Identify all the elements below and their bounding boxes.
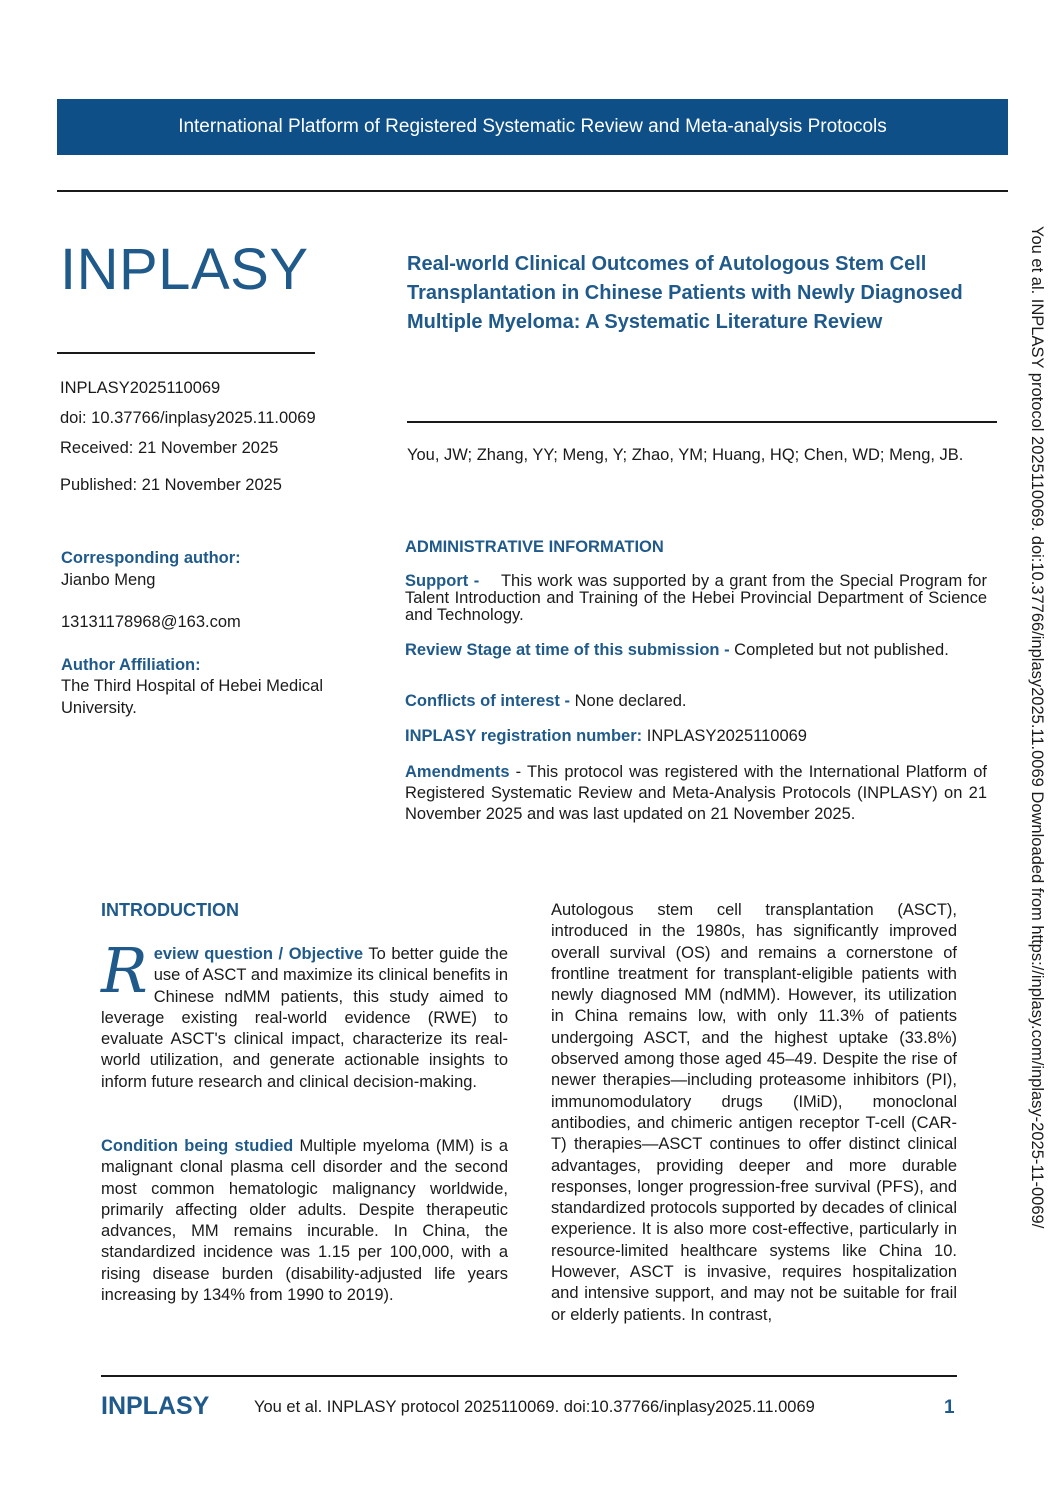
footer-citation: You et al. INPLASY protocol 2025110069. doi:10.37766/inplasy2025.11.0069: [254, 1398, 815, 1416]
doi-text[interactable]: doi: 10.37766/inplasy2025.11.0069: [60, 409, 316, 427]
amendments-label: Amendments: [405, 763, 510, 781]
registration-text: INPLASY2025110069: [646, 727, 807, 745]
received-date: Received: 21 November 2025: [60, 439, 279, 457]
corresponding-author-label: [61, 547, 241, 569]
title-divider: [407, 421, 997, 423]
registration-id: INPLASY2025110069: [60, 379, 221, 397]
asct-paragraph: Autologous stem cell transplantation (ASCT), introduced in the 1980s, has significantly improved overall survival (OS) and remains a cornerstone of frontline treatment for transplant-eligible patients with newly diagnosed MM (ndMM). However, its utilization in China remains low, with only 11.3% of patients undergoing ASCT, and the highest uptake (33.8%) observed among those aged 45–49. Despite the rise of newer therapies—including proteasome inhibitors (PI), immunomodulatory drugs (IMiD), monoclonal antibodies, and chimeric antigen receptor T-cell (CAR-T) therapies—ASCT continues to offer distinct clinical advantages, providing deeper and more durable responses, longer progression-free survival (PFS), and standardized protocols supported by decades of clinical experience. It is also more cost-effective, particularly in resource-limited healthcare systems like China 10. However, ASCT is invasive, requires hospitalization and intensive support, and may not be suitable for frail or elderly patients. In contrast,: [551, 901, 957, 1324]
affiliation-label-text: Author Affiliation:: [61, 656, 201, 674]
review-stage-text: Completed but not published.: [734, 641, 949, 659]
author-list: You, JW; Zhang, YY; Meng, Y; Zhao, YM; Huang, HQ; Chen, WD; Meng, JB.: [407, 446, 964, 464]
review-stage-paragraph: [405, 642, 987, 659]
vertical-download-note: You et al. INPLASY protocol 2025110069. doi:10.37766/inplasy2025.11.0069 Downloaded from https://inplasy.com/inplasy-2025-11-0069/: [1028, 226, 1046, 1229]
conflicts-label: Conflicts of interest -: [405, 692, 571, 710]
amendments-text: - This protocol was registered with the International Platform of Registered Systematic Review and Meta-Analysis Protocols (INPLASY) on 21 November 2025 and was last updated on 21 November 2025.: [405, 763, 987, 823]
review-stage-label: Review Stage at time of this submission -: [405, 641, 730, 659]
registration-paragraph: [405, 728, 987, 745]
affiliation-label: [61, 654, 201, 676]
support-label: Support -: [405, 572, 480, 590]
conflicts-paragraph: [405, 693, 987, 710]
support-paragraph: [405, 573, 987, 624]
banner-text: International Platform of Registered Systematic Review and Meta-analysis Protocols: [178, 116, 887, 137]
review-question-label: eview question / Objective: [153, 945, 364, 963]
published-date: Published: 21 November 2025: [60, 476, 282, 494]
support-text: This work was supported by a grant from the Special Program for Talent Introduction and Training of the Hebei Provincial Department of Science and Technology.: [405, 572, 987, 624]
footer-logo-text: INPLASY: [101, 1392, 210, 1420]
admin-heading: ADMINISTRATIVE INFORMATION: [405, 538, 664, 556]
condition-label: Condition being studied: [101, 1137, 294, 1155]
introduction-heading: INTRODUCTION: [101, 900, 239, 920]
affiliation-text: The Third Hospital of Hebei Medical University.: [61, 677, 323, 717]
journal-logo-text: INPLASY: [60, 237, 309, 302]
corresponding-author-name: Jianbo Meng: [61, 571, 156, 589]
corresponding-label-text: Corresponding author:: [61, 549, 241, 567]
author-email[interactable]: 13131178968@163.com: [61, 613, 241, 631]
review-question-paragraph: [101, 934, 508, 1093]
condition-paragraph: [101, 1136, 508, 1306]
registration-label: INPLASY registration number:: [405, 727, 643, 745]
footer-divider: [101, 1375, 957, 1377]
paper-title: Real-world Clinical Outcomes of Autologous Stem Cell Transplantation in Chinese Patients with Newly Diagnosed Multiple Myeloma: A Systematic Literature Review: [407, 253, 963, 333]
journal-banner: [57, 99, 1008, 155]
brand-divider: [57, 352, 315, 354]
header-divider: [57, 190, 1008, 192]
review-question-text: To better guide the use of ASCT and maximize its clinical benefits in Chinese ndMM patients, this study aimed to leverage existing real-world evidence (RWE) to evaluate ASCT's clinical impact, characterize its real-world utilization, and generate actionable insights to inform future research and clinical decision-making.: [101, 945, 508, 1091]
condition-text: Multiple myeloma (MM) is a malignant clonal plasma cell disorder and the second most common hematologic malignancy worldwide, primarily affecting older adults. Despite therapeutic advances, MM remains incurable. In China, the standardized incidence was 1.15 per 100,000, with a rising disease burden (disability-adjusted life years increasing by 134% from 1990 to 2019).: [101, 1137, 509, 1305]
page-number: 1: [944, 1397, 955, 1418]
conflicts-text: None declared.: [574, 692, 687, 710]
amendments-paragraph: [405, 762, 987, 825]
drop-cap: R: [101, 934, 148, 1007]
